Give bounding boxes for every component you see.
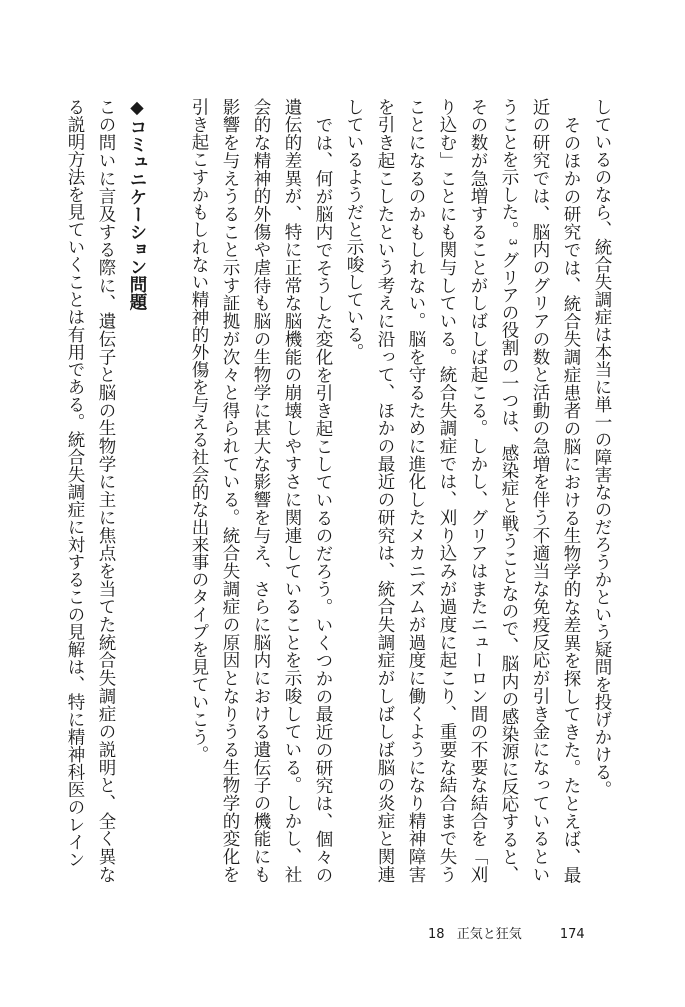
paragraph-continued: しているのなら、統合失調症は本当に単一の障害なのだろうかという疑問を投げかける。 <box>592 98 612 798</box>
paragraph-communication: この問いに言及する際に、遺伝子と脳の生物学に主に焦点を当てた統合失調症の説明と、全く異なる説明方法を見ていくことは有用である。統合失調症に対するこの見解は、特に精神科医のレイン <box>65 98 116 883</box>
chapter-number: 18 <box>428 927 445 942</box>
page-number: 174 <box>559 927 585 942</box>
paragraph-other-studies: そのほかの研究では、統合失調症患者の脳における生物学的な差異を探してきた。たとえば、最近の研究では、脳内のグリアの数と活動の急増を伴う不適当な免疫反応が引き金になっているということを示した。³ グリアの役割の一つは、感染症と戦うことなので、脳内の感染源に反応すると、その数が急増することがしばしば起こる。しかし、グリアはまたニューロン間の不要な結合を「刈り込む」ことにも関与している。統合失調症では、刈り込みが過度に起こり、重要な結合まで失うことになるのかもしれない。脳を守るために進化したメカニズムが過度に働くようになり精神障害を引き起こしたという考えに沿って、ほかの最近の研究は、統合失調症がしばしば脳の炎症と関連しているようだと示唆している。 <box>344 98 581 883</box>
vertical-body-text <box>65 98 617 883</box>
paragraph-brain-changes: では、何が脳内でそうした変化を引き起こしているのだろう。いくつかの最近の研究は、個々の遺伝的差異が、特に正常な脳機能の崩壊しやすさに関連していることを示唆している。しかし、社会的な精神的外傷や虐待も脳の生物学に甚大な影響を与え、さらに脳内における遺伝子の機能にも影響を与えうること示す証拠が次々と得られている。統合失調症の原因となりうる生物学的変化を引き起こすかもしれない精神的外傷を与える社会的な出来事のタイプを見ていこう。 <box>189 98 333 883</box>
blank-line <box>152 98 183 883</box>
running-footer <box>428 923 585 942</box>
chapter-title: 正気と狂気 <box>456 927 522 942</box>
section-heading: ◆コミュニケーション問題 <box>127 98 147 311</box>
